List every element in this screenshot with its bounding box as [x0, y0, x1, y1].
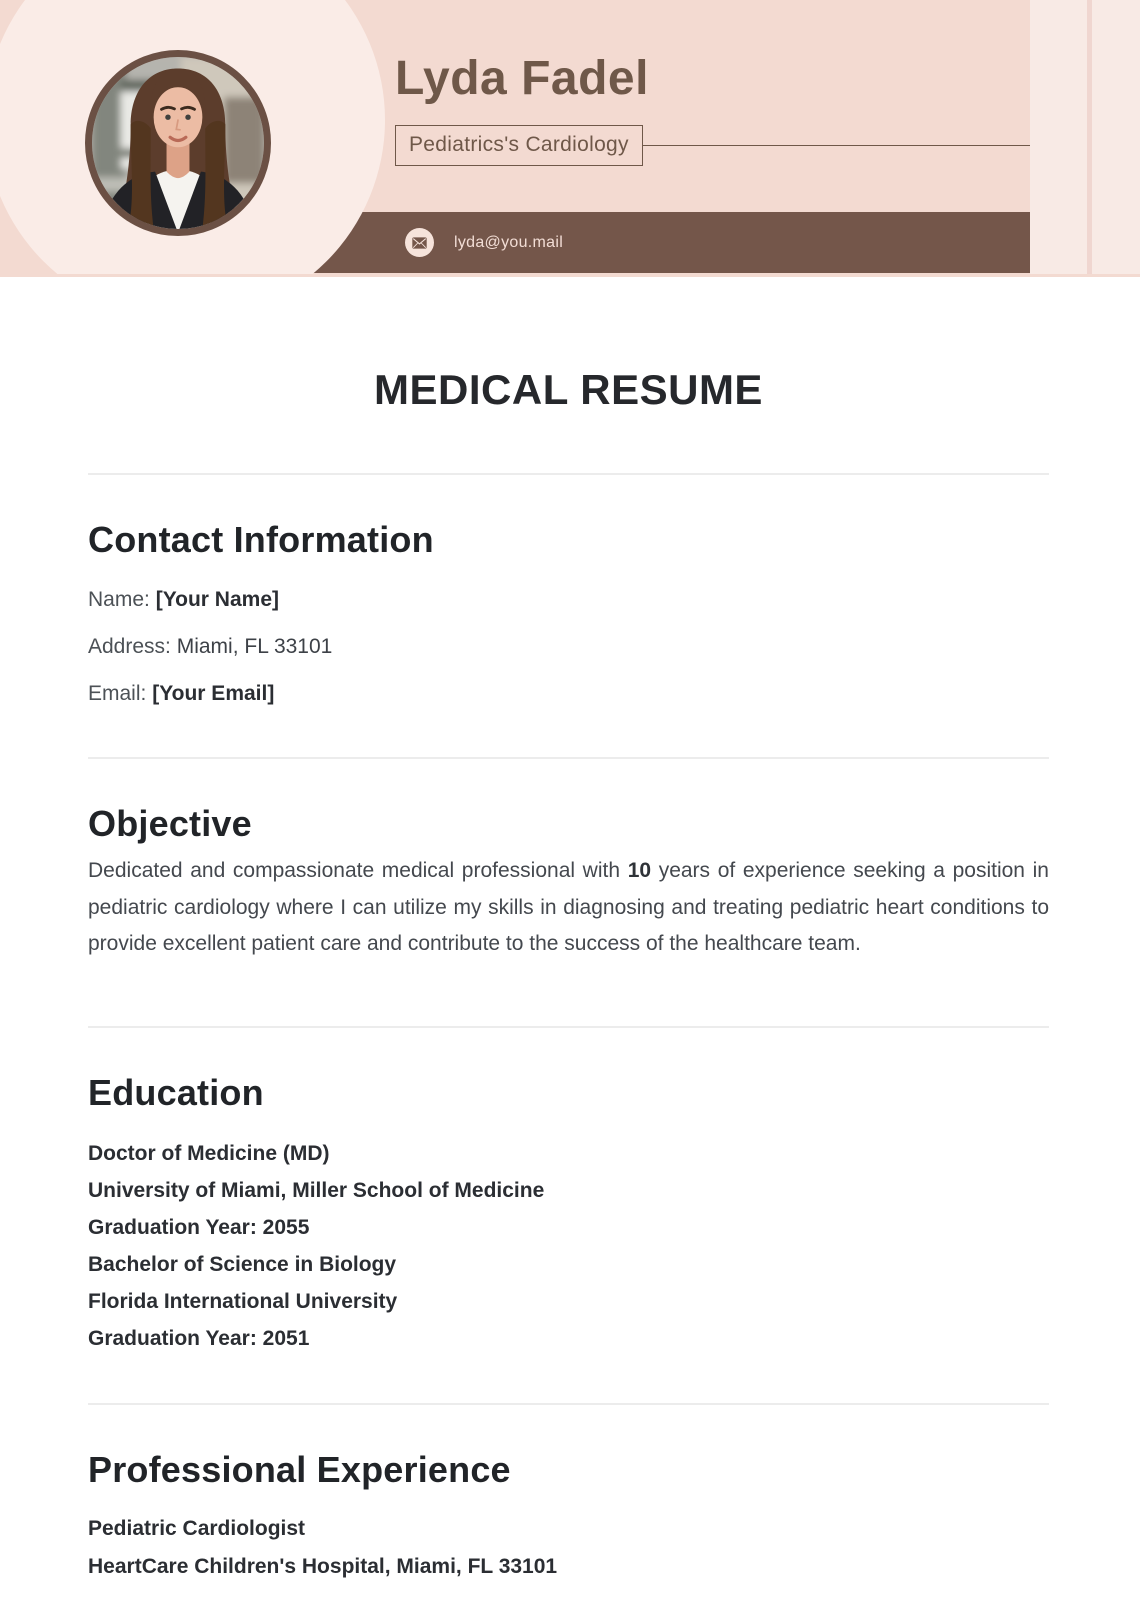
contact-name-row [88, 576, 1049, 623]
experience-heading: Professional Experience [88, 1448, 511, 1490]
name-title-block [395, 54, 1030, 166]
envelope-icon [405, 228, 434, 257]
objective-years: 10 [627, 859, 652, 882]
experience-line: HeartCare Children's Hospital, Miami, FL 33101 [88, 1554, 558, 1578]
contact-email-value: [Your Email] [152, 682, 275, 705]
page-body [0, 277, 1140, 1586]
right-edge-strip [1030, 0, 1140, 277]
contact-heading: Contact Information [88, 519, 434, 560]
contact-name-label: Name: [88, 588, 150, 611]
education-line: Doctor of Medicine (MD) [88, 1141, 330, 1165]
contact-address-label: Address: [88, 635, 171, 658]
education-line: Graduation Year: 2055 [88, 1215, 310, 1239]
avatar-illustration [92, 57, 264, 229]
email-row [405, 212, 563, 273]
section-divider [88, 473, 1049, 475]
objective-text-before: Dedicated and compassionate medical professional with [88, 859, 621, 882]
education-line: Graduation Year: 2051 [88, 1326, 310, 1350]
profile-photo [85, 50, 271, 236]
education-line: Bachelor of Science in Biology [88, 1252, 397, 1276]
experience-lines [88, 1510, 1049, 1586]
objective-text-after: years of experience seeking a position in pediatric cardiology where I can utilize my skills in diagnosing and treating pediatric heart conditions to provide excellent patient care and contribute to the success of the healthcare team. [88, 859, 1049, 955]
education-heading: Education [88, 1071, 264, 1113]
experience-line: Pediatric Cardiologist [88, 1516, 306, 1540]
objective-paragraph [88, 853, 1049, 963]
contact-list [88, 576, 1049, 717]
right-edge-strip-line [1087, 0, 1092, 277]
section-divider [88, 1026, 1049, 1028]
education-lines [88, 1135, 1049, 1357]
job-title-box: Pediatrics's Cardiology [395, 125, 643, 166]
section-divider [88, 1403, 1049, 1405]
section-divider [88, 757, 1049, 759]
contact-address-value: Miami, FL 33101 [176, 635, 333, 658]
document-title: MEDICAL RESUME [374, 366, 763, 413]
job-title-row [395, 125, 1030, 166]
contact-section [88, 521, 1049, 717]
education-line: University of Miami, Miller School of Medicine [88, 1178, 545, 1202]
contact-email-label: Email: [88, 682, 147, 705]
person-name: Lyda Fadel [395, 52, 649, 105]
header [0, 0, 1140, 277]
education-line: Florida International University [88, 1289, 398, 1313]
contact-name-value: [Your Name] [155, 588, 279, 611]
education-section [88, 1071, 1049, 1357]
contact-address-row [88, 623, 1049, 670]
email-bar [285, 212, 1030, 273]
objective-section [88, 805, 1049, 963]
header-bottom-strip [0, 274, 1140, 277]
objective-heading: Objective [88, 803, 252, 844]
contact-email-row [88, 670, 1049, 717]
experience-section [88, 1448, 1049, 1586]
title-rule-line [643, 145, 1030, 147]
email-text: lyda@you.mail [454, 233, 564, 251]
